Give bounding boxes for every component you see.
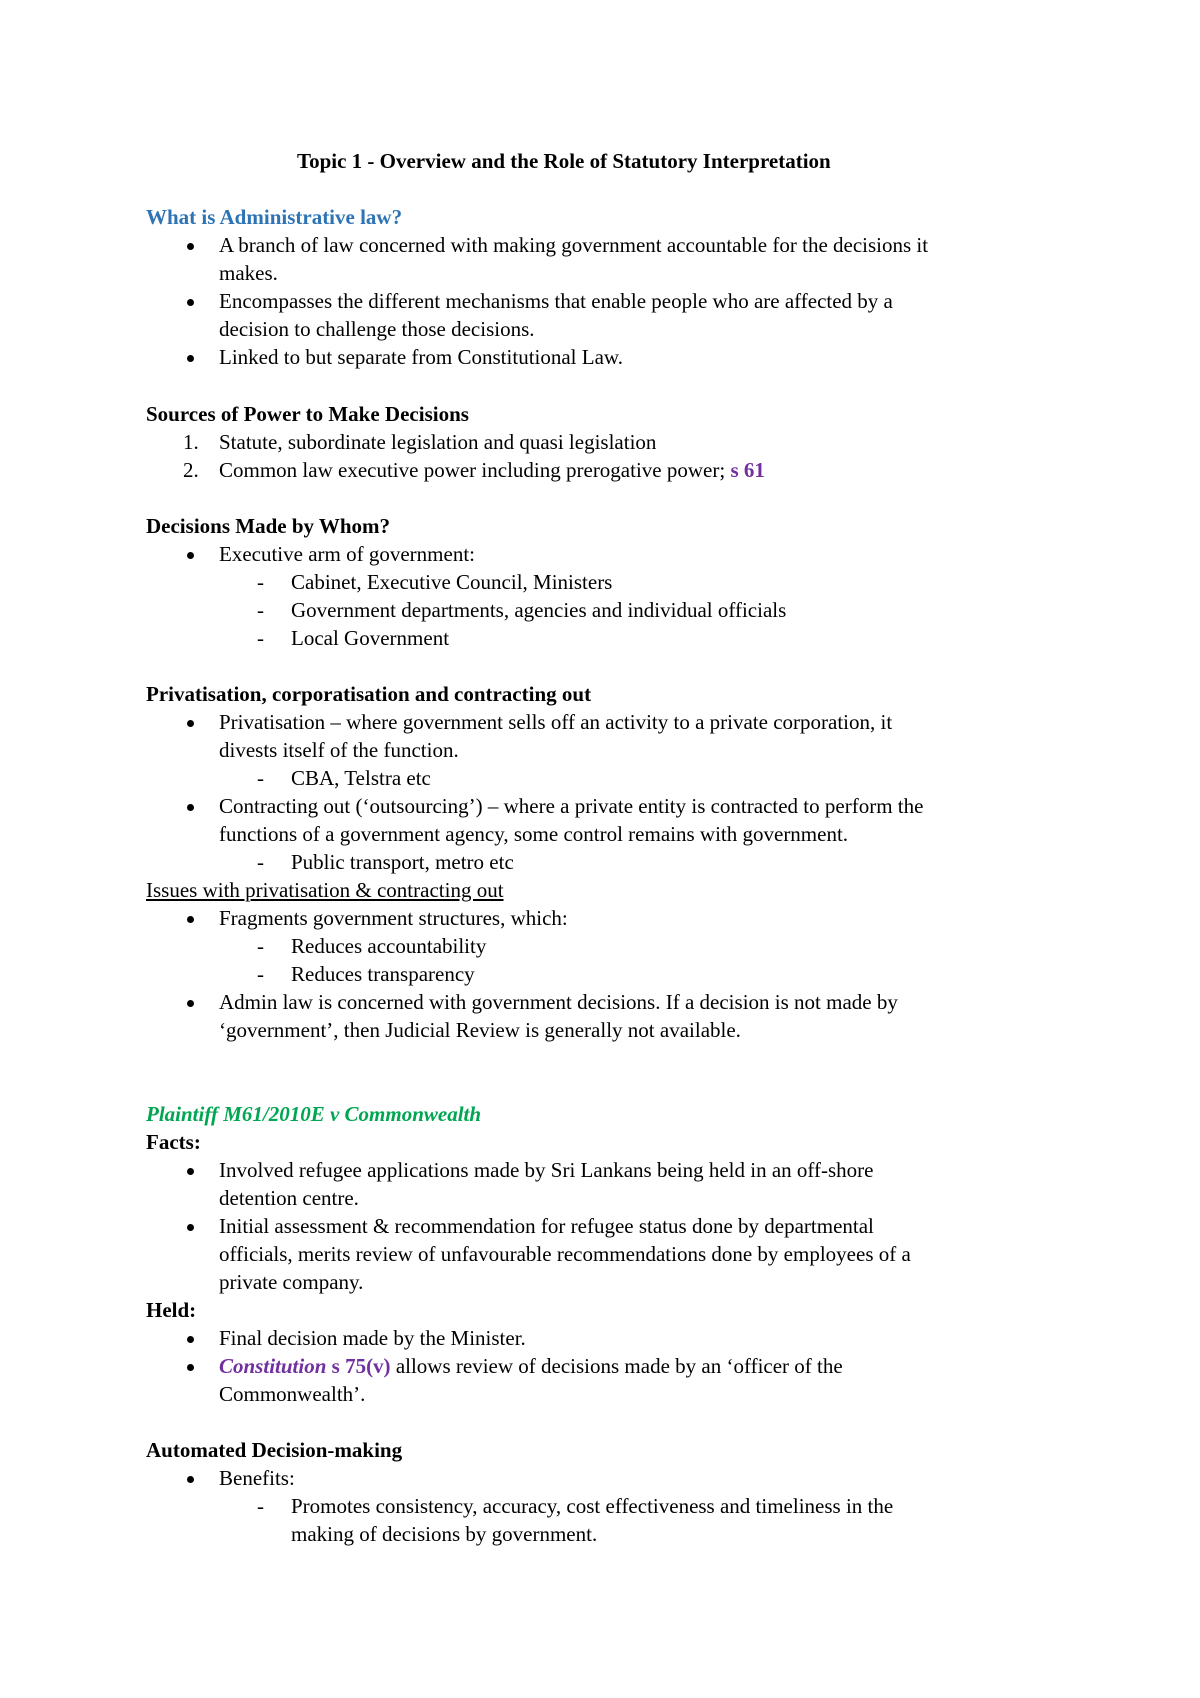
sub-item-text: Promotes consistency, accuracy, cost effectiveness and timeliness in the <box>291 1494 894 1518</box>
list-item-text: detention centre. <box>219 1186 359 1210</box>
section-heading-privatisation: Privatisation, corporatisation and contracting out <box>146 682 592 706</box>
bullet-marker <box>187 355 194 362</box>
sub-item-text: Reduces accountability <box>291 934 487 958</box>
list-item-text: Linked to but separate from Constitutional Law. <box>219 345 623 369</box>
list-item-text <box>219 456 765 484</box>
list-item-text: Final decision made by the Minister. <box>219 1326 526 1350</box>
sub-item-text: CBA, Telstra etc <box>291 766 431 790</box>
sub-item-text: Cabinet, Executive Council, Ministers <box>291 570 613 594</box>
sub-item-text: Reduces transparency <box>291 962 475 986</box>
dash-marker: - <box>257 766 264 790</box>
numbered-marker: 2. <box>183 458 199 482</box>
bullet-marker <box>187 1224 194 1231</box>
list-item-text: Fragments government structures, which: <box>219 906 568 930</box>
list-item-text: Statute, subordinate legislation and quasi legislation <box>219 430 657 454</box>
bullet-marker <box>187 243 194 250</box>
section-heading-automated: Automated Decision-making <box>146 1438 403 1462</box>
held-label: Held: <box>146 1298 197 1322</box>
list-item-text: A branch of law concerned with making government accountable for the decisions it <box>219 233 929 257</box>
list-item-text: private company. <box>219 1270 364 1294</box>
bullet-marker <box>187 1476 194 1483</box>
list-item-text: Executive arm of government: <box>219 542 475 566</box>
bullet-marker <box>187 804 194 811</box>
page-title: Topic 1 - Overview and the Role of Statutory Interpretation <box>297 149 831 173</box>
list-item-text: officials, merits review of unfavourable recommendations done by employees of a <box>219 1242 911 1266</box>
list-item-text: ‘government’, then Judicial Review is generally not available. <box>219 1018 741 1042</box>
constitution-reference: Constitution <box>219 1354 327 1378</box>
dash-marker: - <box>257 1494 264 1518</box>
list-item-text: allows review of decisions made by an ‘officer of the <box>390 1354 843 1378</box>
subheading-issues: Issues with privatisation & contracting out <box>146 878 504 902</box>
list-item-text: Encompasses the different mechanisms that enable people who are affected by a <box>219 289 893 313</box>
sub-item-text: Local Government <box>291 626 450 650</box>
bullet-marker <box>187 1336 194 1343</box>
list-item-text: Admin law is concerned with government decisions. If a decision is not made by <box>219 990 898 1014</box>
list-item-text: Contracting out (‘outsourcing’) – where a private entity is contracted to perform the <box>219 794 924 818</box>
sub-item-text: making of decisions by government. <box>291 1522 598 1546</box>
bullet-marker <box>187 1000 194 1007</box>
numbered-marker: 1. <box>183 430 199 454</box>
list-item-text: Common law executive power including prerogative power; <box>219 458 731 482</box>
dash-marker: - <box>257 962 264 986</box>
list-item-text: divests itself of the function. <box>219 738 459 762</box>
section-reference: s 75(v) <box>326 1354 391 1378</box>
section-heading-whom: Decisions Made by Whom? <box>146 514 391 538</box>
bullet-marker <box>187 552 194 559</box>
sub-item-text: Public transport, metro etc <box>291 850 514 874</box>
list-item-text: makes. <box>219 261 278 285</box>
list-item-text: decision to challenge those decisions. <box>219 317 535 341</box>
dash-marker: - <box>257 934 264 958</box>
facts-label: Facts: <box>146 1130 201 1154</box>
list-item-text: Commonwealth’. <box>219 1382 366 1406</box>
dash-marker: - <box>257 626 264 650</box>
bullet-marker <box>187 299 194 306</box>
sub-item-text: Government departments, agencies and individual officials <box>291 598 787 622</box>
case-name: Plaintiff M61/2010E v Commonwealth <box>146 1102 482 1126</box>
section-heading-admin: What is Administrative law? <box>146 205 403 229</box>
dash-marker: - <box>257 570 264 594</box>
list-item-text: Privatisation – where government sells off an activity to a private corporation, it <box>219 710 893 734</box>
dash-marker: - <box>257 850 264 874</box>
bullet-marker <box>187 1364 194 1371</box>
bullet-marker <box>187 916 194 923</box>
list-item-text: Benefits: <box>219 1466 295 1490</box>
list-item-text: Involved refugee applications made by Sri Lankans being held in an off-shore <box>219 1158 874 1182</box>
bullet-marker <box>187 1168 194 1175</box>
list-item-text <box>219 1352 843 1380</box>
section-reference: s 61 <box>730 458 765 482</box>
list-item-text: functions of a government agency, some control remains with government. <box>219 822 849 846</box>
dash-marker: - <box>257 598 264 622</box>
list-item-text: Initial assessment & recommendation for refugee status done by departmental <box>219 1214 874 1238</box>
bullet-marker <box>187 720 194 727</box>
section-heading-sources: Sources of Power to Make Decisions <box>146 402 469 426</box>
